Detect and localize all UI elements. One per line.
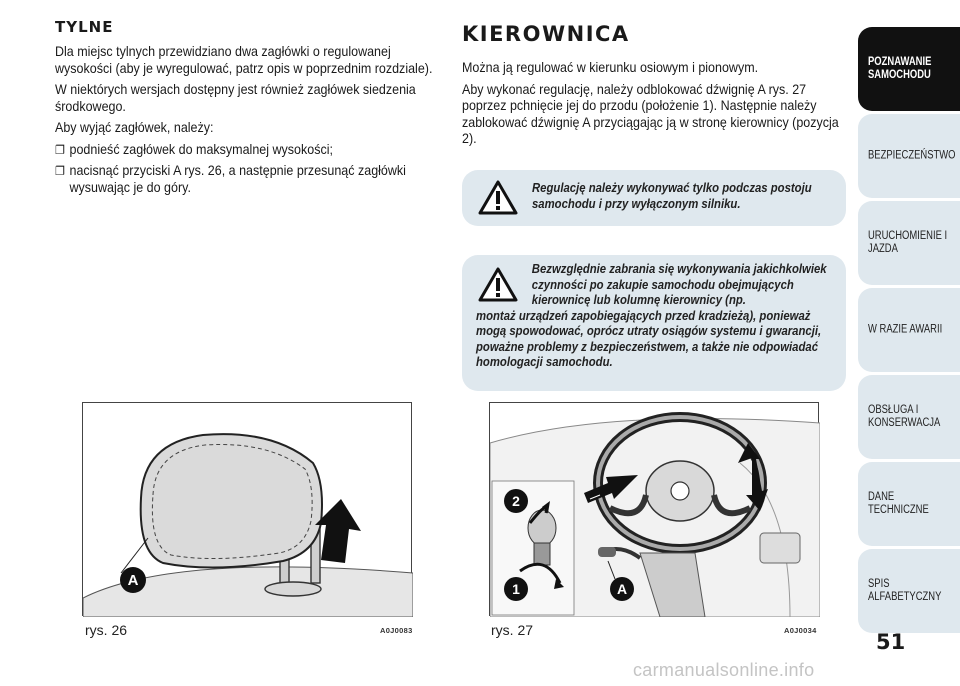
- figure-steering-wheel: [489, 402, 819, 616]
- warning-box: [462, 170, 846, 226]
- figure-marker: A: [616, 581, 628, 597]
- tab-w-razie-awarii[interactable]: W RAZIE AWARII: [858, 288, 960, 372]
- tab-spis-alfabetyczny[interactable]: SPIS ALFABETYCZNY: [858, 549, 960, 633]
- paragraph: W niektórych wersjach dostępny jest również zagłówek siedzenia środkowego.: [55, 82, 416, 114]
- tab-poznawanie-samochodu[interactable]: POZNAWANIE SAMOCHODU: [858, 27, 960, 111]
- paragraph: Można ją regulować w kierunku osiowym i pionowym.: [462, 60, 759, 75]
- tab-uruchomienie-i-jazda[interactable]: URUCHOMIENIE I JAZDA: [858, 201, 960, 285]
- figure-code: A0J0083: [380, 626, 413, 635]
- tab-bezpieczenstwo[interactable]: BEZPIECZEŃSTWO: [858, 114, 960, 198]
- watermark: carmanualsonline.info: [633, 660, 815, 680]
- checkbox-bullet-icon: ❐: [55, 142, 65, 157]
- headrest-illustration: [83, 403, 413, 617]
- section-heading: KIEROWNICA: [462, 22, 630, 46]
- section-rear-headrests: [55, 18, 445, 201]
- figure-caption: rys. 27: [491, 622, 534, 638]
- list-item: ❐ nacisnąć przyciski A rys. 26, a następnie przesunąć zagłówki wysuwając je do góry.: [55, 163, 406, 195]
- warning-text: Bezwzględnie zabrania się wykonywania jakichkolwiek czynności po zakupie samochodu obejmujących kierownicę lub kolumnę kierownicy (np. montaż urządzeń zapobiegających przed kradzieżą), ponieważ mogą spowodować, oprócz utraty osiągów systemu i gwarancji, poważne problemy z bezpieczeństwem, a także nie odpowiadać homologacji samochodu.: [476, 262, 827, 369]
- figure-marker: 2: [512, 493, 520, 509]
- section-steering-wheel: [462, 22, 848, 153]
- steering-wheel-illustration: [490, 403, 820, 617]
- figure-marker: 1: [512, 581, 520, 597]
- figure-code: A0J0034: [784, 626, 817, 635]
- list-item: ❐ podnieść zagłówek do maksymalnej wysokości;: [55, 141, 333, 157]
- warning-text: Regulację należy wykonywać tylko podczas postoju samochodu i przy wyłączonym silniku.: [532, 181, 812, 211]
- tab-obsluga-i-konserwacja[interactable]: OBSŁUGA I KONSERWACJA: [858, 375, 960, 459]
- paragraph: Dla miejsc tylnych przewidziano dwa zagłówki o regulowanej wysokości (aby je wyregulować, patrz opis w poprzednim rozdziale).: [55, 44, 433, 76]
- figure-caption: rys. 26: [85, 622, 128, 638]
- checkbox-bullet-icon: ❐: [55, 164, 65, 178]
- section-heading: TYLNE: [55, 18, 114, 36]
- warning-triangle-icon: [478, 180, 518, 216]
- paragraph: Aby wykonać regulację, należy odblokować dźwignię A rys. 27 poprzez pchnięcie jej do przodu (położenie 1). Następnie należy zablokować dźwignię A przyciągając ją w stronę kierownicy (pozycja 2).: [462, 81, 839, 146]
- page-number: 51: [876, 630, 906, 654]
- paragraph: Aby wyjąć zagłówek, należy:: [55, 120, 214, 135]
- figure-headrest: [82, 402, 412, 616]
- figure-marker: A: [127, 572, 139, 589]
- tab-dane-techniczne[interactable]: DANE TECHNICZNE: [858, 462, 960, 546]
- warning-box: [462, 255, 846, 391]
